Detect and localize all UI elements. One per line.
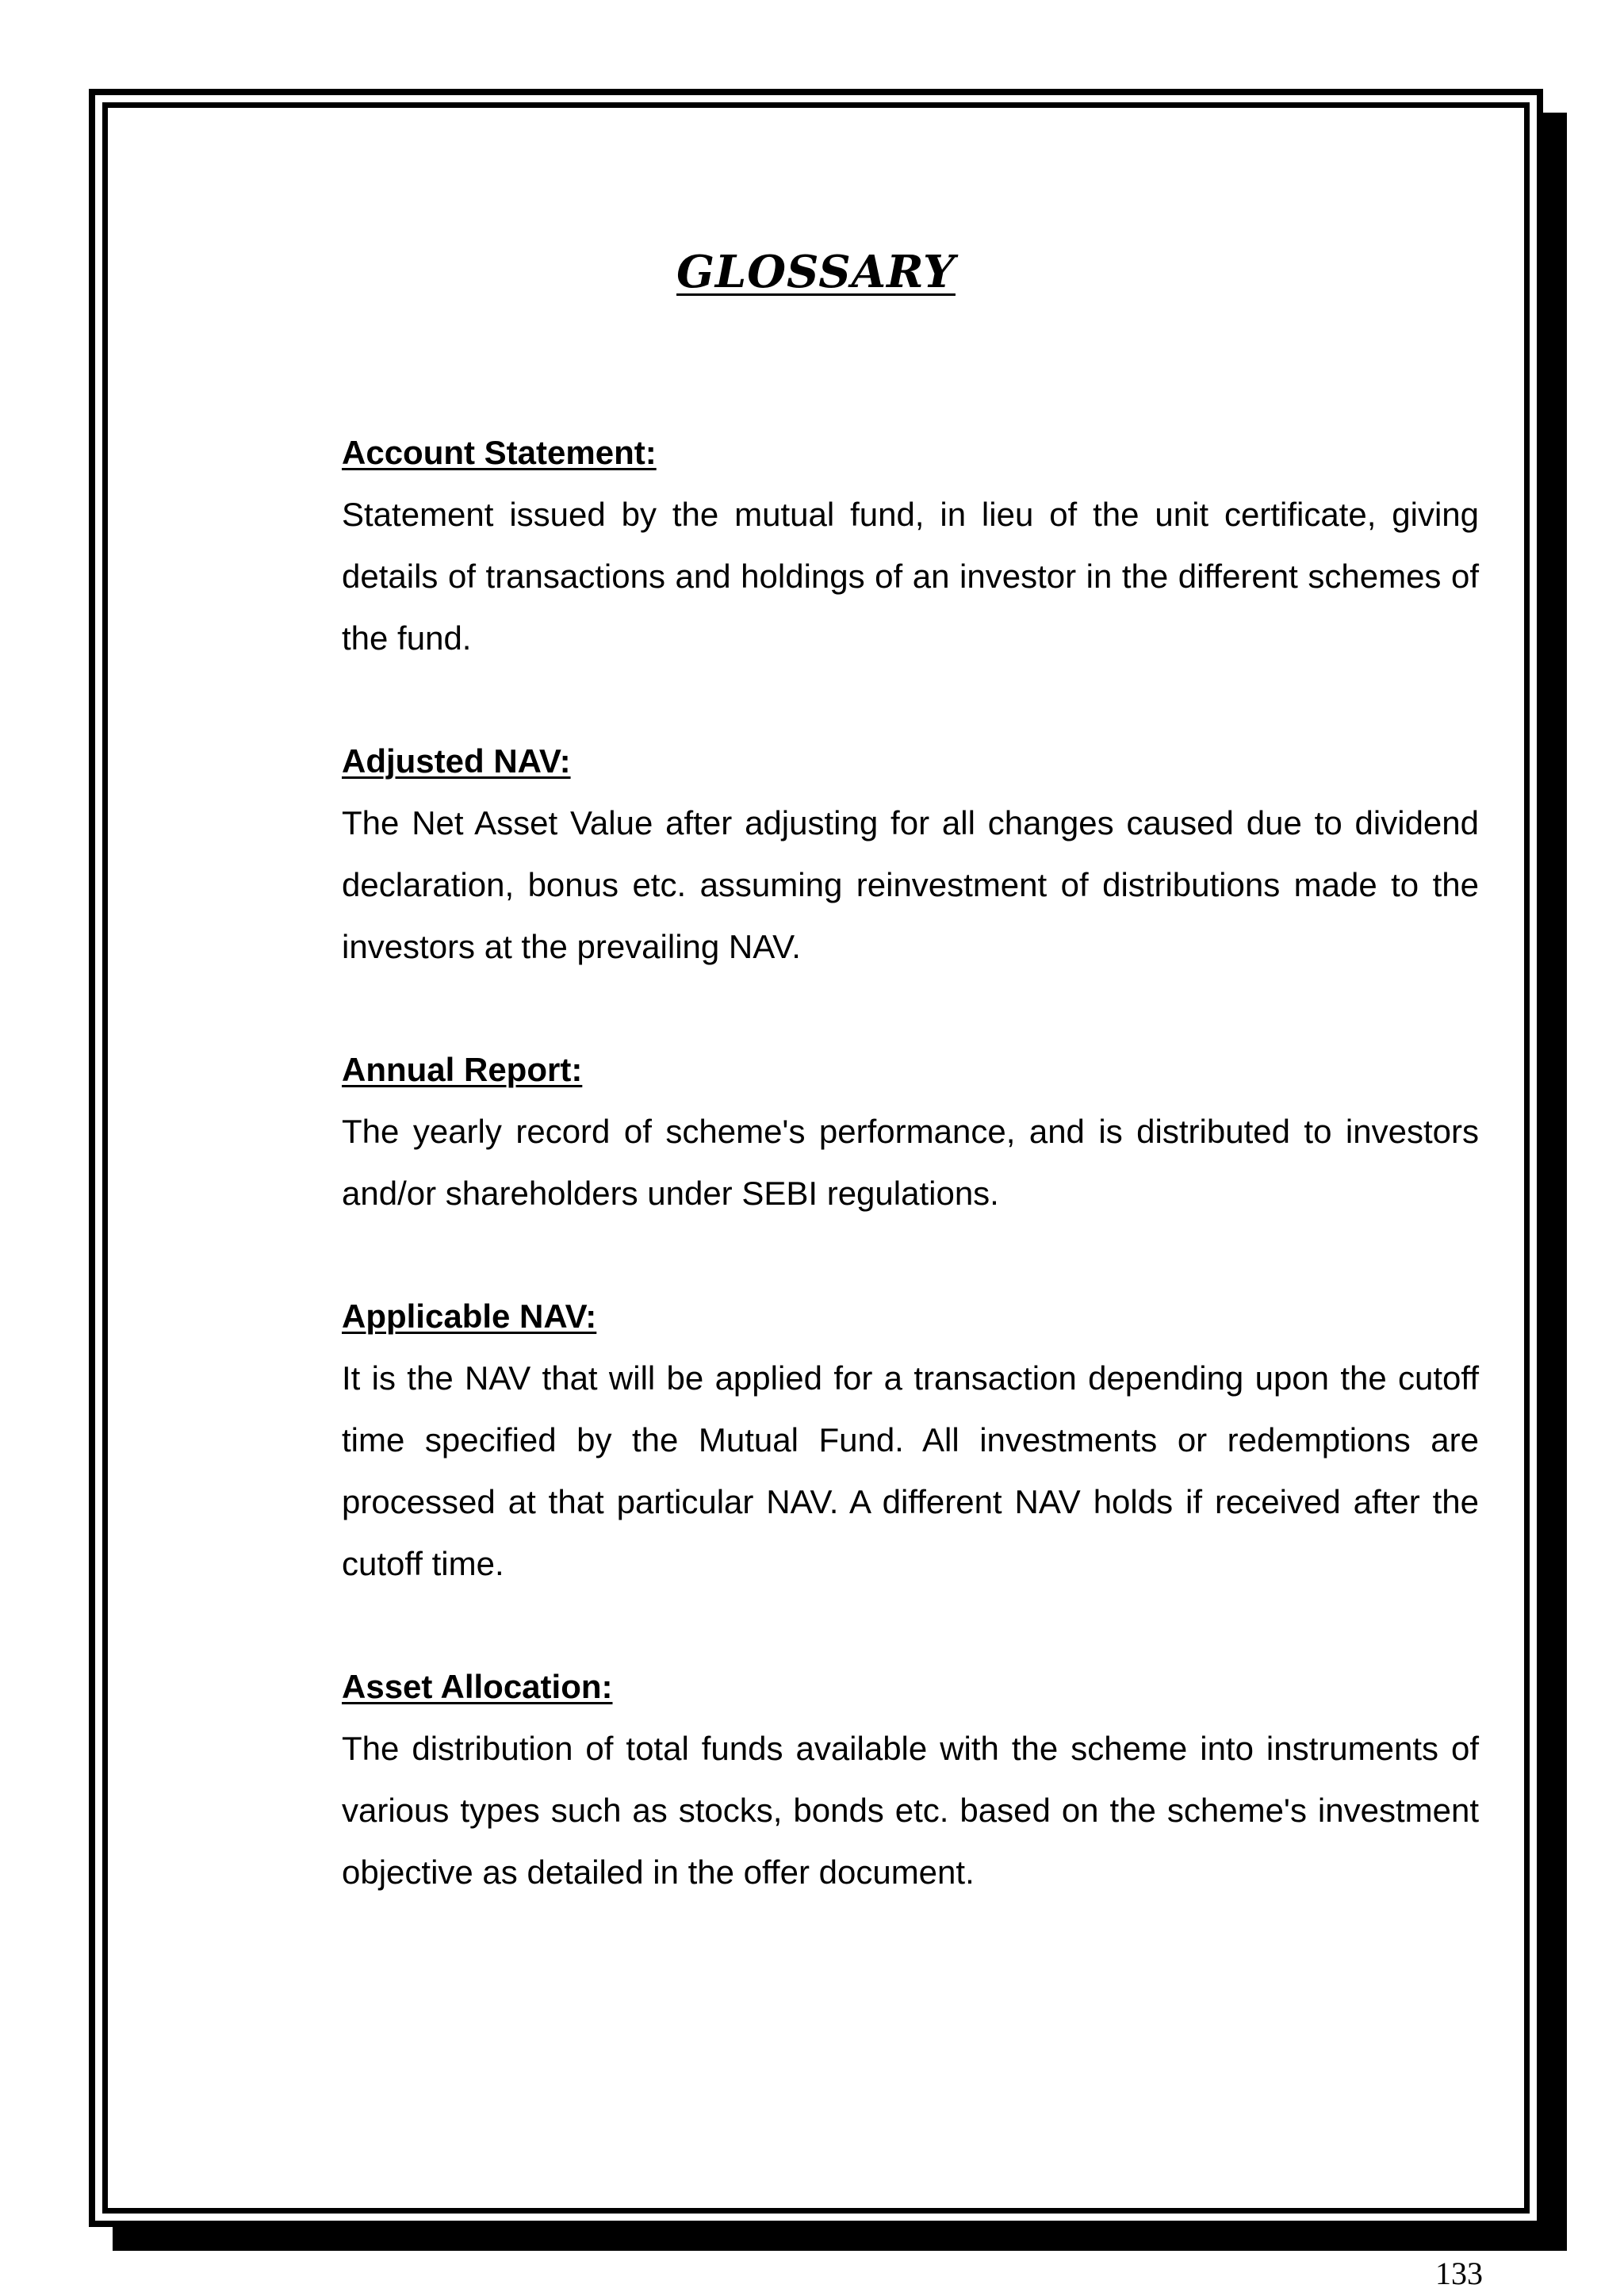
glossary-term: Asset Allocation: bbox=[342, 1668, 613, 1705]
glossary-entry bbox=[342, 1286, 1479, 1595]
glossary-definition: The yearly record of scheme's performance, and is distributed to investors and/or shareholders under SEBI regulations. bbox=[342, 1113, 1479, 1212]
glossary-entry bbox=[342, 1656, 1479, 1903]
page-number: 133 bbox=[1435, 2256, 1483, 2291]
glossary-entry bbox=[342, 730, 1479, 978]
glossary-definition: It is the NAV that will be applied for a transaction depending upon the cutoff time specified by the Mutual Fund. All investments or redemptions are processed at that particular NAV. A different NAV holds if received after the cutoff time. bbox=[342, 1359, 1479, 1582]
glossary-definition: The distribution of total funds available with the scheme into instruments of various types such as stocks, bonds etc. based on the scheme's investment objective as detailed in the offer document. bbox=[342, 1730, 1479, 1891]
glossary-entry bbox=[342, 1039, 1479, 1225]
glossary-term: Applicable NAV: bbox=[342, 1297, 597, 1335]
glossary-entry bbox=[342, 422, 1479, 669]
page-border-outer bbox=[89, 89, 1543, 2291]
glossary-list bbox=[342, 422, 1479, 1964]
page-title: GLOSSARY bbox=[676, 246, 956, 298]
glossary-term: Adjusted NAV: bbox=[342, 742, 571, 780]
glossary-definition: Statement issued by the mutual fund, in lieu of the unit certificate, giving details of transactions and holdings of an investor in the different schemes of the fund. bbox=[342, 496, 1479, 657]
glossary-definition: The Net Asset Value after adjusting for all changes caused due to dividend declaration, bonus etc. assuming reinvestment of distributions made to the investors at the prevailing NAV. bbox=[342, 804, 1479, 965]
glossary-term: Account Statement: bbox=[342, 434, 657, 471]
glossary-term: Annual Report: bbox=[342, 1051, 583, 1088]
